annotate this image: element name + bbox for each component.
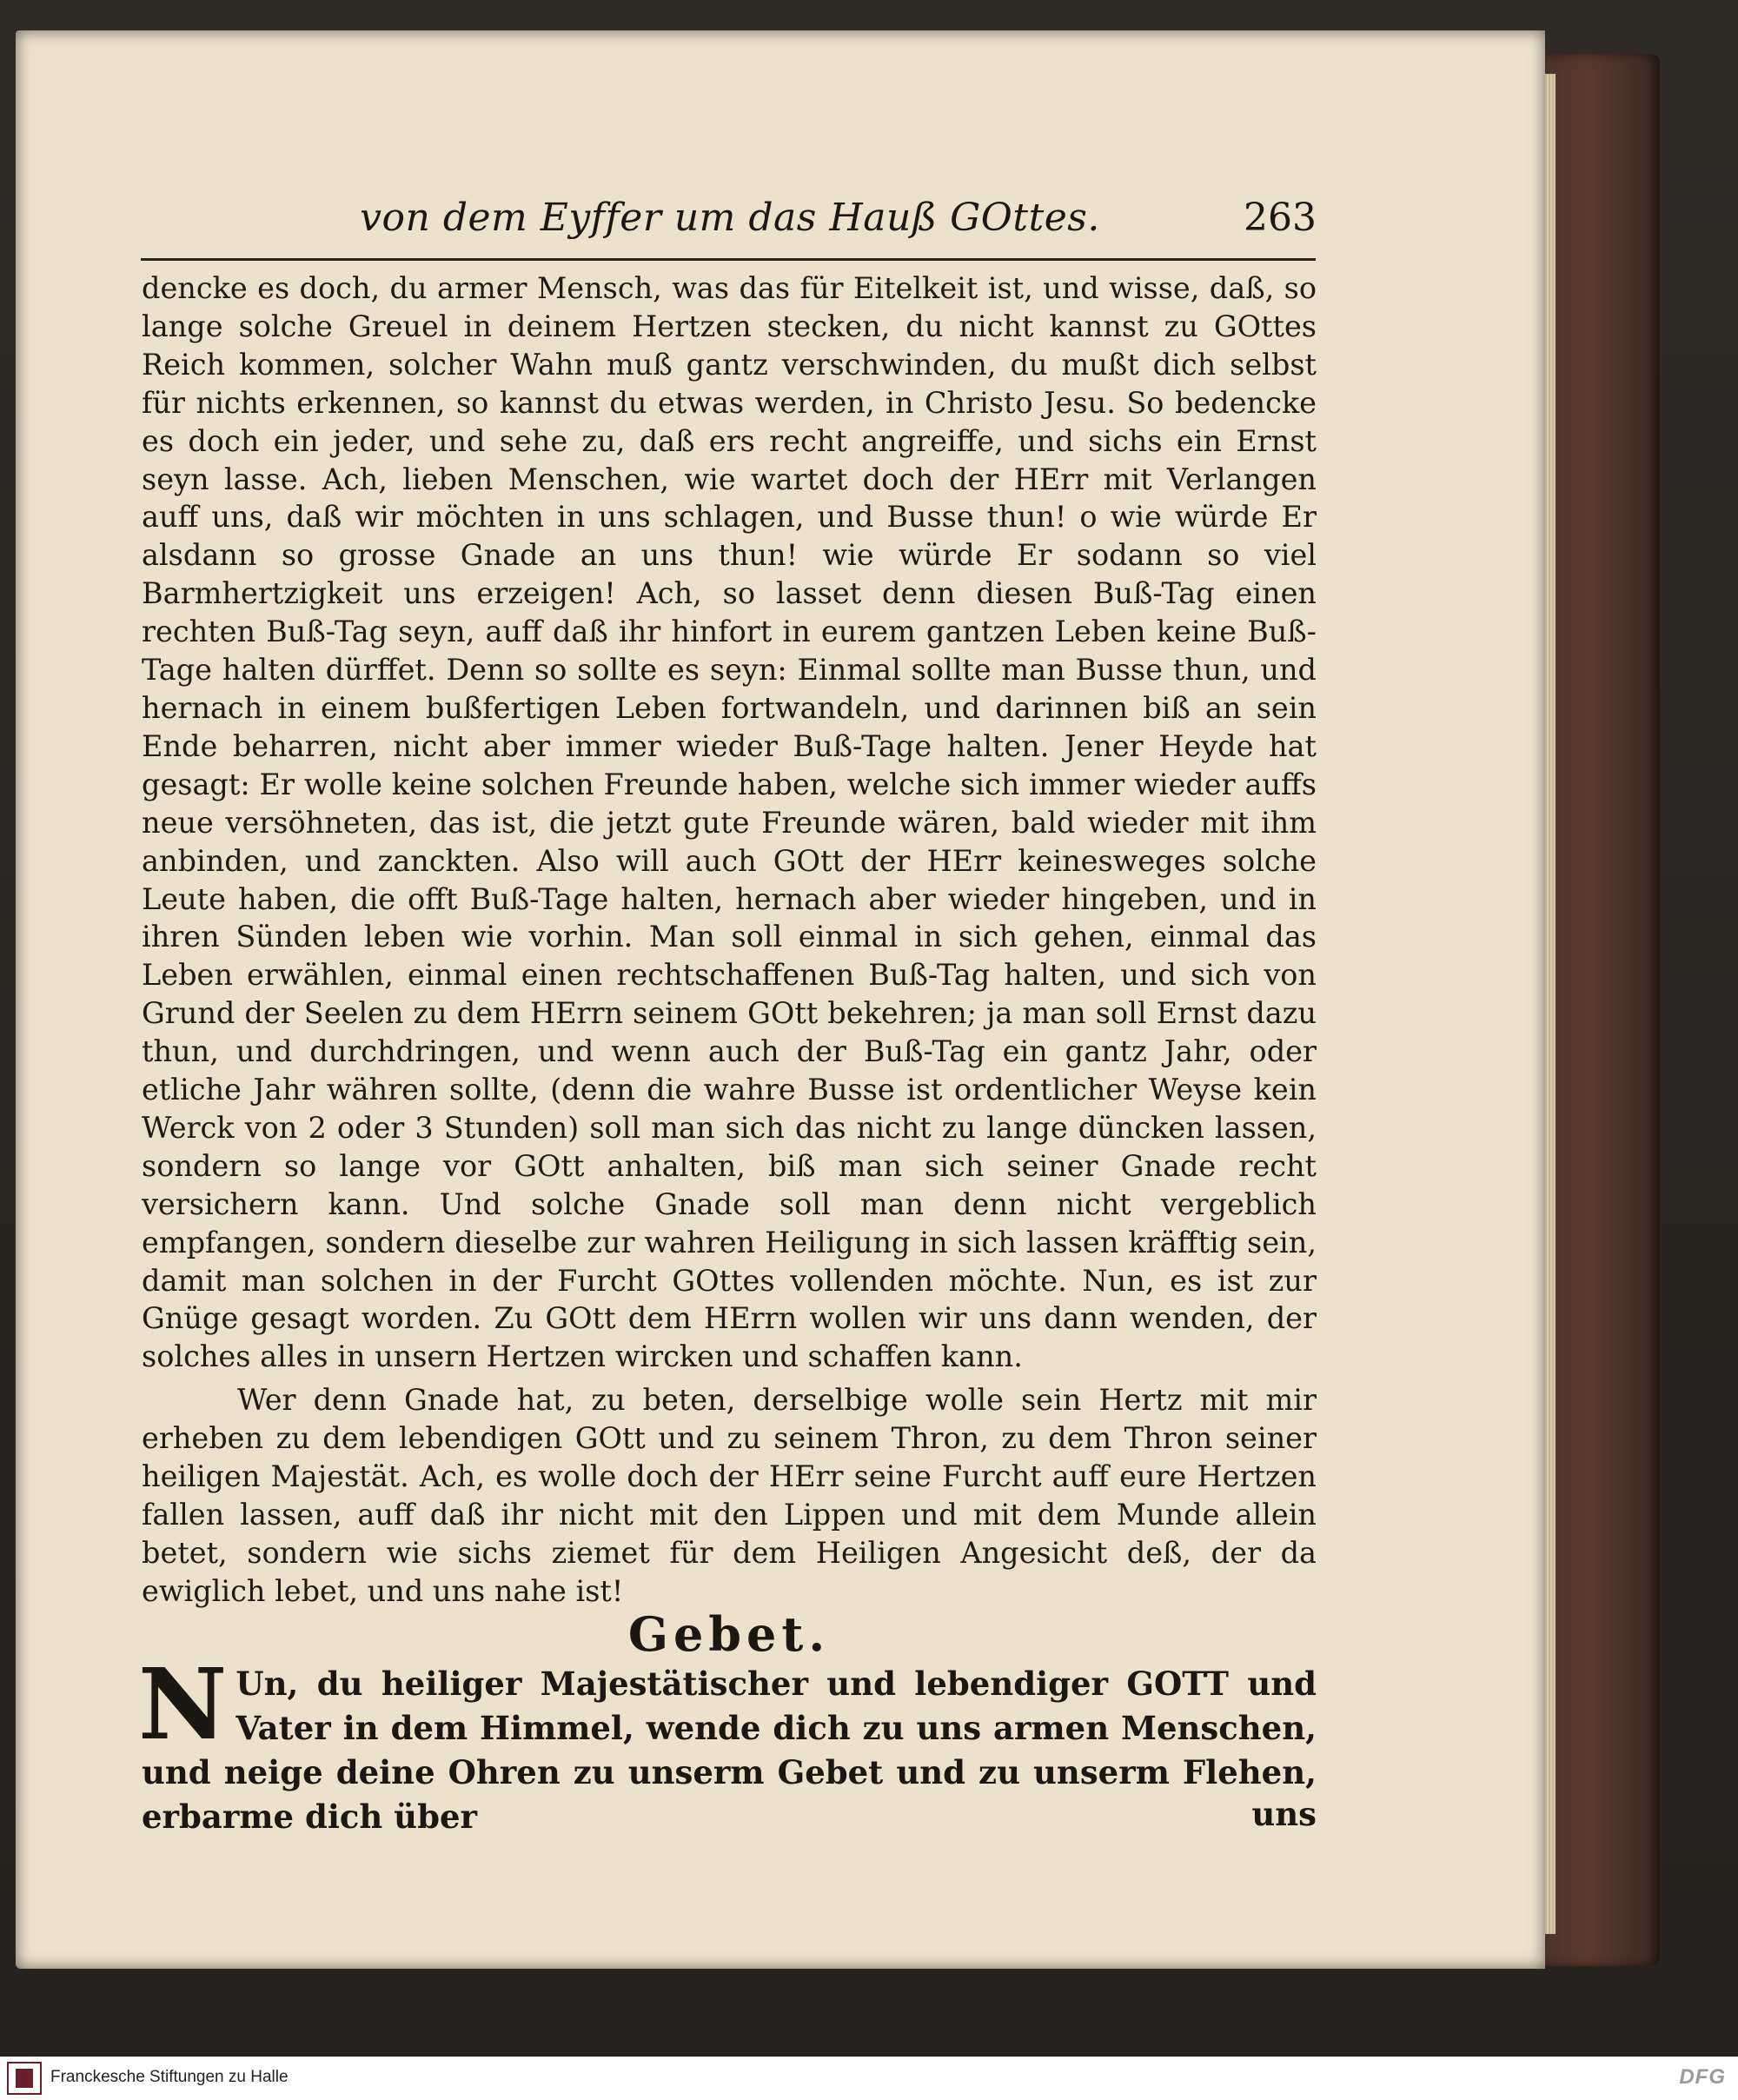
drop-cap: N — [138, 1648, 228, 1762]
prayer-text-block — [138, 1648, 1317, 1839]
book-cover-edge — [1538, 54, 1660, 1966]
paragraph: dencke es doch, du armer Mensch, was das für Eitelkeit ist, und wisse, daß, so lange solche Greuel in deinem Hertzen stecken, du nicht kannst zu GOttes Reich kommen, solcher Wahn muß gantz verschwinden, du mußt dich selbst für nichts erkennen, so kannst du etwas werden, in Christo Jesu. So bedencke es doch ein jeder, und sehe zu, daß ers recht angreiffe, und sichs ein Ernst seyn lasse. Ach, lieben Menschen, wie wartet doch der HErr mit Verlangen auff uns, daß wir möchten in uns schlagen, und Busse thun! o wie würde Er alsdann so grosse Gnade an uns thun! wie würde Er sodann so viel Barmhertzigkeit uns erzeigen! Ach, so lasset denn diesen Buß-Tag einen rechten Buß-Tag seyn, auff daß ihr hinfort in eurem gantzen Leben keine Buß-Tage halten dürffet. Denn so sollte es seyn: Einmal sollte man Busse thun, und hernach in einem bußfertigen Leben fortwandeln, und darinnen biß an sein Ende beharren, nicht aber immer wieder Buß-Tage halten. Jener Heyde hat gesagt: Er wolle keine solchen Freunde haben, welche sich immer wieder auffs neue versöhneten, das ist, die jetzt gute Freunde wären, bald wieder mit ihm anbinden, und zanckten. Also will auch GOtt der HErr keinesweges solche Leute haben, die offt Buß-Tage halten, hernach aber wieder hingeben, und in ihren Sünden leben wie vorhin. Man soll einmal in sich gehen, einmal das Leben erwählen, einmal einen rechtschaffenen Buß-Tag halten, und sich von Grund der Seelen zu dem HErrn seinem GOtt bekehren; ja man soll Ernst dazu thun, und durchdringen, und wenn auch der Buß-Tag ein gantz Jahr, oder etliche Jahr währen sollte, (denn die wahre Busse ist ordentlicher Weyse kein Werck von 2 oder 3 Stunden) soll man sich das nicht zu lange düncken lassen, sondern so lange vor GOtt anhalten, biß man sich seiner Gnade recht versichern kann. Und solche Gnade soll man denn nicht vergeblich empfangen, sondern dieselbe zur wahren Heiligung in sich lassen kräfftig sein, damit man solchen in der Furcht GOttes vollenden möchte. Nun, es ist zur Gnüge gesagt worden. Zu GOtt dem HErrn wollen wir uns dann wenden, der solches alles in unsern Hertzen wircken und schaffen kann. — [142, 271, 1317, 1374]
prayer-heading: Gebet. — [627, 1606, 831, 1662]
running-title: von dem Eyffer um das Hauß GOttes. — [360, 196, 1100, 240]
page-header — [143, 196, 1317, 256]
dfg-logo: DFG — [1679, 2065, 1726, 2089]
body-text — [142, 269, 1317, 1616]
prayer-text: Un, du heiliger Majestätischer und lebendiger GOTT und Vater in dem Himmel, wende dich zu uns armen Menschen, und neige deine Ohren zu unserm Gebet und zu unserm Flehen, erbarme dich über — [142, 1665, 1317, 1836]
catchword: uns — [1251, 1795, 1317, 1833]
foundation-logo-icon — [7, 2062, 42, 2095]
header-rule — [141, 258, 1316, 261]
institution-name: Franckesche Stiftungen zu Halle — [50, 2068, 289, 2086]
viewer-footer — [0, 2057, 1738, 2100]
page-number: 263 — [1244, 196, 1317, 240]
paragraph: Wer denn Gnade hat, zu beten, derselbige wolle sein Hertz mit mir erheben zu dem lebendigen GOtt und zu seinem Thron, zu dem Thron seiner heiligen Majestät. Ach, es wolle doch der HErr seine Furcht auff eure Hertzen fallen lassen, auff daß ihr nicht mit den Lippen und mit dem Munde allein betet, sondern wie sichs ziemet für dem Heiligen Angesicht deß, der da ewiglich lebet, und uns nahe ist! — [142, 1383, 1317, 1608]
